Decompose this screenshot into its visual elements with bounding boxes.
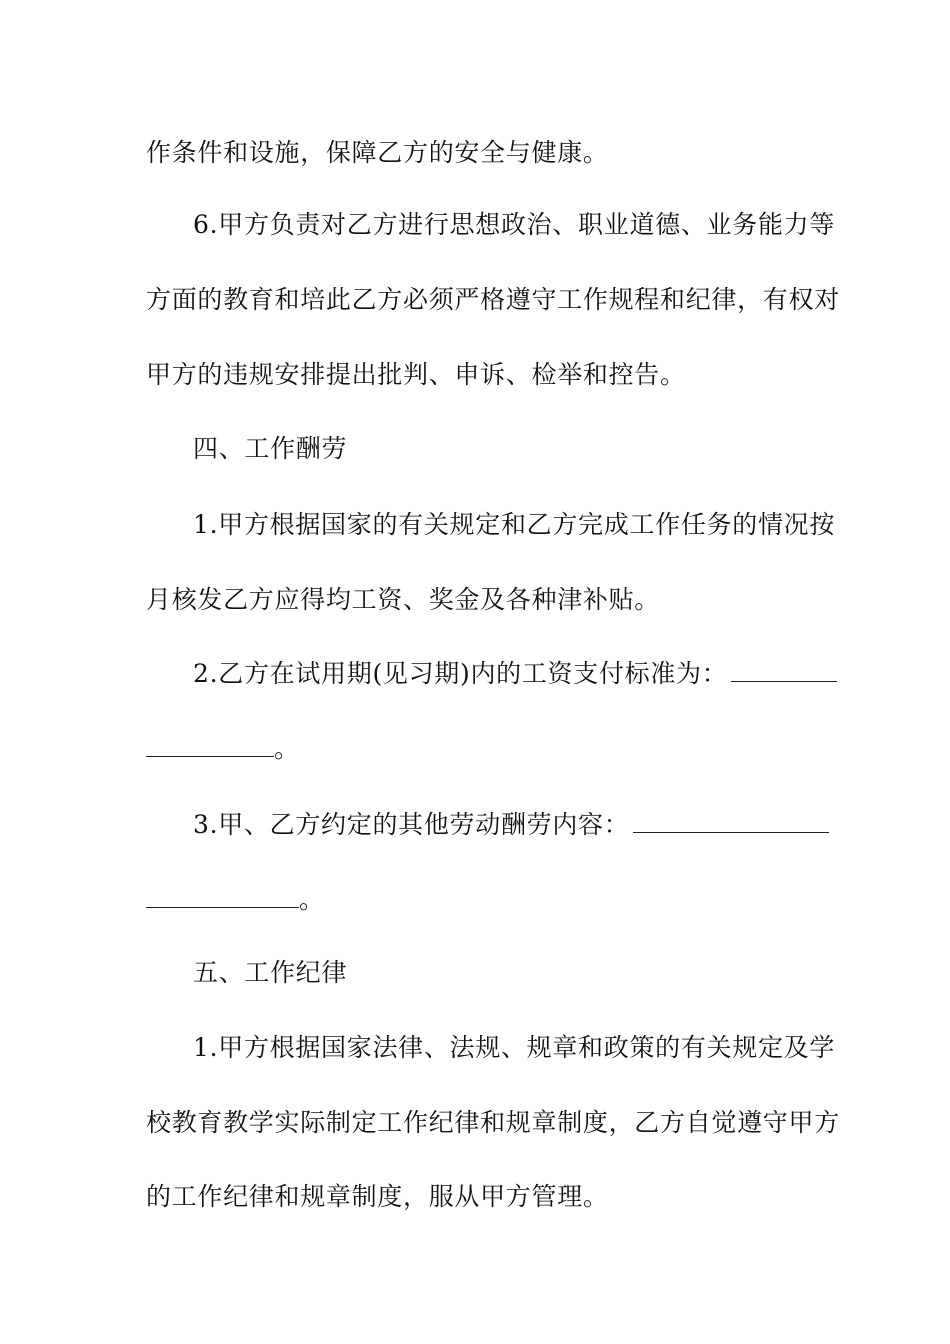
other-remuneration-blank-continuation <box>146 906 299 908</box>
section-heading-5: 五、工作纪律 <box>193 958 348 987</box>
sentence-end-mark: 。 <box>274 734 300 763</box>
paragraph-line-4: 甲方的违规安排提出批判、申诉、检举和控告。 <box>146 360 686 389</box>
paragraph-line-11: 1.甲方根据国家法律、法规、规章和政策的有关规定及学 <box>193 1033 836 1062</box>
paragraph-line-6: 月核发乙方应得均工资、奖金及各种津补贴。 <box>146 585 661 614</box>
wage-standard-blank-continuation <box>146 755 274 757</box>
paragraph-line-5: 1.甲方根据国家的有关规定和乙方完成工作任务的情况按 <box>193 510 836 539</box>
paragraph-line-7 <box>193 661 837 686</box>
paragraph-line-12: 校教育教学实际制定工作纪律和规章制度，乙方自觉遵守甲方 <box>146 1108 840 1137</box>
wage-standard-blank <box>731 680 837 682</box>
paragraph-line-10 <box>146 887 325 912</box>
other-remuneration-label: 3.甲、乙方约定的其他劳动酬劳内容： <box>193 810 630 839</box>
paragraph-line-8 <box>146 736 300 761</box>
paragraph-line-3: 方面的教育和培此乙方必须严格遵守工作规程和纪律，有权对 <box>146 285 840 314</box>
paragraph-line-2: 6.甲方负责对乙方进行思想政治、职业道德、业务能力等 <box>193 210 836 239</box>
paragraph-line-9 <box>193 812 829 837</box>
section-heading-4: 四、工作酬劳 <box>193 434 348 463</box>
wage-standard-label: 2.乙方在试用期(见习期)内的工资支付标准为： <box>193 659 728 688</box>
paragraph-line-13: 的工作纪律和规章制度，服从甲方管理。 <box>146 1182 609 1211</box>
other-remuneration-blank <box>633 831 829 833</box>
paragraph-line-1: 作条件和设施，保障乙方的安全与健康。 <box>146 138 609 167</box>
sentence-end-mark-2: 。 <box>299 885 325 914</box>
